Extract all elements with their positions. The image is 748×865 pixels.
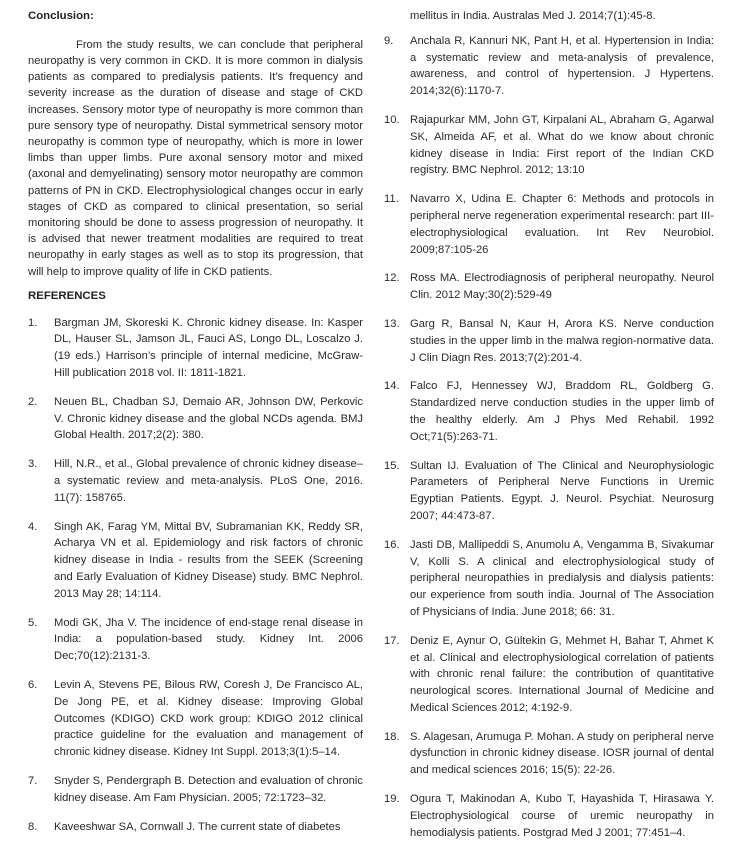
reference-item [28,615,363,665]
reference-number: 1. [28,316,38,329]
reference-item [28,394,363,444]
reference-text: Ross MA. Electrodiagnosis of peripheral neuropathy. Neurol Clin. 2012 May;30(2):529-49 [410,272,714,302]
reference-number: 16. [384,538,400,551]
reference-number: 11. [384,193,399,206]
reference-item [28,315,363,382]
reference-number: 19. [384,793,400,806]
reference-text: Snyder S, Pendergraph B. Detection and evaluation of chronic kidney disease. Am Fam Physician. 2005; 72:1723–32. [54,774,363,804]
reference-number: 8. [28,820,38,833]
reference-item [28,773,363,807]
reference-text: Modi GK, Jha V. The incidence of end-stage renal disease in India: a population-based study. Kidney Int. 2006 Dec;70(12):2131-3. [54,616,363,663]
reference-text: Falco FJ, Hennessey WJ, Braddom RL, Goldberg G. Standardized nerve conduction studies in the upper limb of the healthy elderly. Am J Phys Med Rehabil. 1992 Oct;71(5):263-71. [410,380,714,443]
reference-number: 10. [384,113,400,126]
right-column [384,8,714,853]
references-list-left [28,315,363,836]
reference-item [384,729,714,779]
reference-text: Neuen BL, Chadban SJ, Demaio AR, Johnson DW, Perkovic V. Chronic kidney disease and the global NCDs agenda. BMJ Global Health. 2017;2(2): 380. [54,395,363,442]
reference-text: Deniz E, Aynur O, Gültekin G, Mehmet H, Bahar T, Ahmet K et al. Clinical and electrophysiological correlation of patients with chronic renal failure: the contribution of quantitative neurological scores. International Journal of Medicine and Medical Sciences 2012; 4:192-9. [410,634,714,714]
reference-text: S. Alagesan, Arumuga P. Mohan. A study on peripheral nerve dysfunction in chronic kidney disease. IOSR journal of dental and medical sciences 2016; 15(5): 22-26. [410,730,714,777]
reference-text: Sultan IJ. Evaluation of The Clinical and Neurophysiologic Parameters of Peripheral Nerve Functions in Uremic Egyptian Patients. Egypt. J. Neurol. Psychiat. Neurosurg 2007; 44:473-87. [410,459,714,522]
reference-item [28,677,363,761]
reference-number: 18. [384,730,400,743]
reference-item [384,316,714,366]
reference-text: Singh AK, Farag YM, Mittal BV, Subramanian KK, Reddy SR, Acharya VN et al. Epidemiology and risk factors of chronic kidney disease in India - results from the SEEK (Screening and Early Evaluation of Kidney Disease) study. BMC Nephrol. 2013 May 28; 14:114. [54,520,363,600]
reference-number: 2. [28,395,38,408]
reference-text: Anchala R, Kannuri NK, Pant H, et al. Hypertension in India: a systematic review and meta-analysis of prevalence, awareness, and control of hypertension. J Hypertens. 2014;32(6):1170-7. [410,34,714,98]
reference-item [384,458,714,525]
reference-item [28,819,363,836]
reference-item [28,456,363,506]
reference-text: Levin A, Stevens PE, Bilous RW, Coresh J, De Francisco AL, De Jong PE, et al. Kidney disease: Improving Global Outcomes (KDIGO) CKD work group: KDIGO 2012 clinical practice guideline for the evaluation and management of chronic kidney disease. Kidney Int Suppl. 2013;3(1):5–14. [54,678,363,759]
conclusion-heading: Conclusion: [28,10,94,22]
reference-number: 13. [384,317,400,330]
reference-item [384,270,714,304]
reference-text: Navarro X, Udina E. Chapter 6: Methods and protocols in peripheral nerve regeneration experimental research: part III-electrophysiological evaluation. Int Rev Neurobiol. 2009;87:105-26 [410,193,714,256]
reference-continuation [384,8,714,25]
reference-text: Garg R, Bansal N, Kaur H, Arora KS. Nerve conduction studies in the upper limb in the malwa region-normative data. J Clin Diagn Res. 2013;7(2):201-4. [410,317,714,364]
reference-item [28,519,363,603]
reference-item [384,191,714,258]
reference-text: Bargman JM, Skoreski K. Chronic kidney disease. In: Kasper DL, Hauser SL, Jamson JL, Fauci AS, Longo DL, Loscalzo J. (19 eds.) Harrison’s principle of internal medicine, McGraw-Hill publication 2018 vol. II: 1811-1821. [54,316,363,380]
left-column [28,8,363,847]
reference-number: 15. [384,459,400,472]
reference-number: 17. [384,634,400,647]
reference-item [384,378,714,445]
reference-text: Jasti DB, Mallipeddi S, Anumolu A, Vengamma B, Sivakumar V, Kolli S. A clinical and electrophysiological study of peripheral neuropathies in predialysis and dialysis patients: our experience from south india. Journal of The Association of Physicians of India. June 2018; 66: 31. [410,538,714,618]
reference-text: Hill, N.R., et al., Global prevalence of chronic kidney disease–a systematic review and meta-analysis. PLoS One, 2016. 11(7): 158765. [54,458,363,504]
reference-item [384,791,714,841]
reference-number: 12. [384,272,400,285]
reference-number: 7. [28,774,38,787]
reference-item [384,633,714,717]
reference-text: Rajapurkar MM, John GT, Kirpalani AL, Abraham G, Agarwal SK, Almeida AF, et al. What do we know about chronic kidney disease in India: First report of the Indian CKD registry. BMC Nephrol. 2012; 13:10 [410,113,714,177]
reference-number: 9. [384,34,394,47]
reference-item [384,33,714,100]
reference-item [384,537,714,621]
reference-item [384,112,714,179]
reference-text: Kaveeshwar SA, Cornwall J. The current state of diabetes [54,820,341,833]
reference-number: 6. [28,678,38,691]
references-list-right [384,33,714,842]
reference-number: 3. [28,458,38,471]
references-heading: REFERENCES [28,289,106,302]
reference-number: 5. [28,616,38,629]
reference-text: Ogura T, Makinodan A, Kubo T, Hayashida T, Hirasawa Y. Electrophysiological course of uremic neuropathy in hemodialysis patients. Postgrad Med J 2001; 77:451–4. [410,793,714,839]
reference-continuation-text: mellitus in India. Australas Med J. 2014;7(1):45-8. [410,10,656,22]
reference-number: 4. [28,520,38,533]
reference-number: 14. [384,380,400,393]
conclusion-paragraph: From the study results, we can conclude that peripheral neuropathy is very common in CKD. It is more common in dialysis patients as compared to predialysis patients. It’s frequency and severity increase as the duration of disease and stage of CKD increases. Sensory motor type of neuropathy is more common than pure sensory type of neuropathy. Distal symmetrical sensory motor neuropathy is common type of neuropathy, which is more in lower limbs than upper limbs. Pure axonal sensory motor and mixed (axonal and demyelinating) sensory motor neuropathy are common patterns of PN in CKD. Electrophysiological changes occur in early stages of CKD as compared to clinical presentation, so serial monitoring should be done to assess progression of neuropathy. It is advised that newer treatment modalities are required to treat neuropathy in early stages as well as to stop its progression, that will help to improve quality of life in CKD patients. [28,38,363,278]
